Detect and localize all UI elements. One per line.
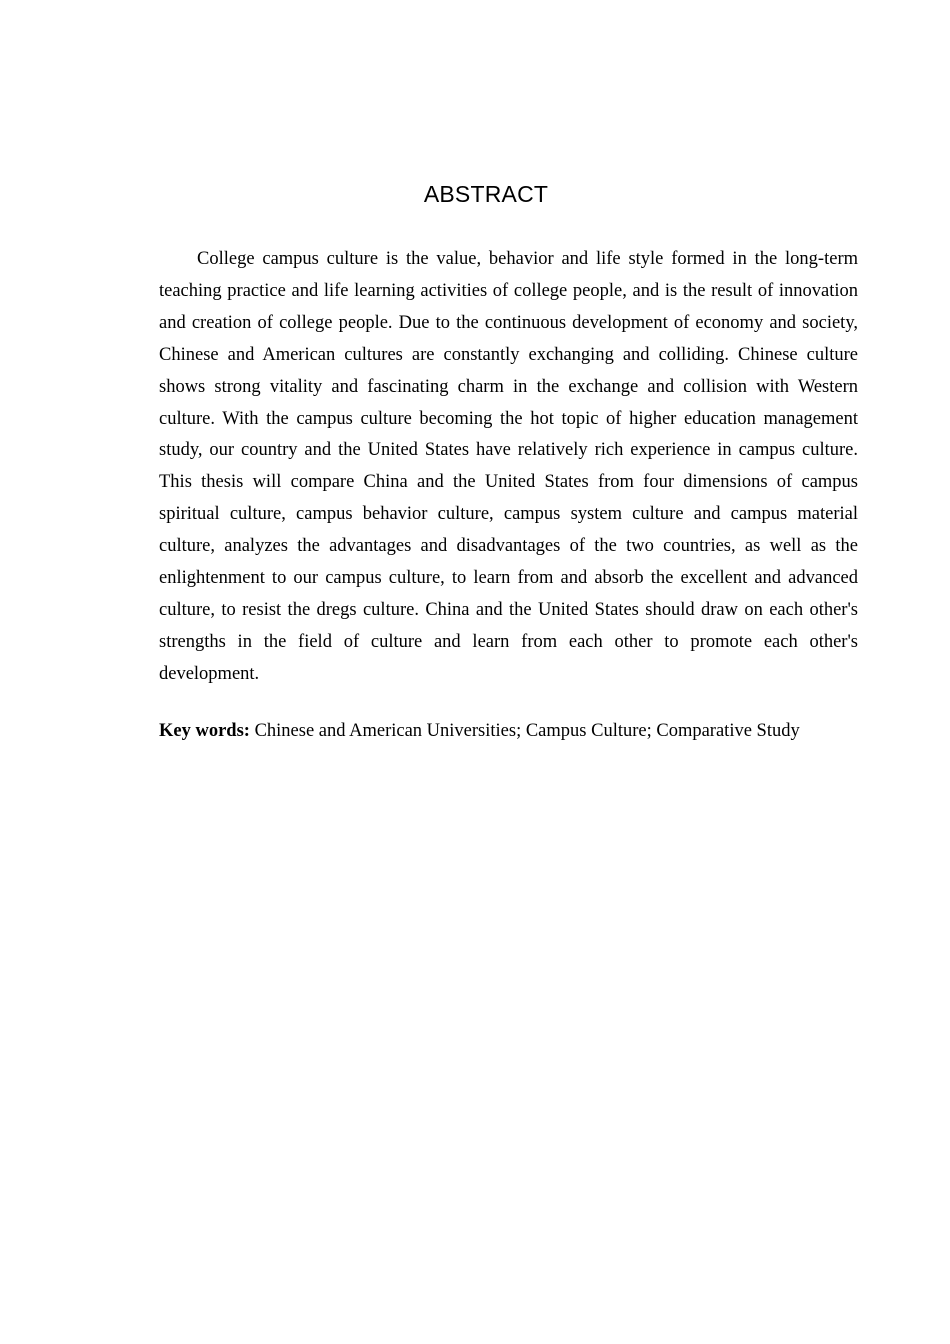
abstract-title: ABSTRACT <box>423 181 549 207</box>
abstract-paragraph: College campus culture is the value, behavior and life style formed in the long-term teaching practice and life learning activities of college people, and is the result of innovation and creation of college people. Due to the continuous development of economy and society, Chinese and American cultures are constantly exchanging and colliding. Chinese culture shows strong vitality and fascinating charm in the exchange and collision with Western culture. With the campus culture becoming the hot topic of higher education management study, our country and the United States have relatively rich experience in campus culture. This thesis will compare China and the United States from four dimensions of campus spiritual culture, campus behavior culture, campus system culture and campus material culture, analyzes the advantages and disadvantages of the two countries, as well as the enlightenment to our campus culture, to learn from and absorb the excellent and advanced culture, to resist the dregs culture. China and the United States should draw on each other's strengths in the field of culture and learn from each other to promote each other's development. <box>159 249 858 684</box>
keywords-label: Key words: <box>159 721 250 741</box>
keywords-text: Chinese and American Universities; Campus Culture; Comparative Study <box>254 721 800 741</box>
keywords-line <box>159 715 879 747</box>
